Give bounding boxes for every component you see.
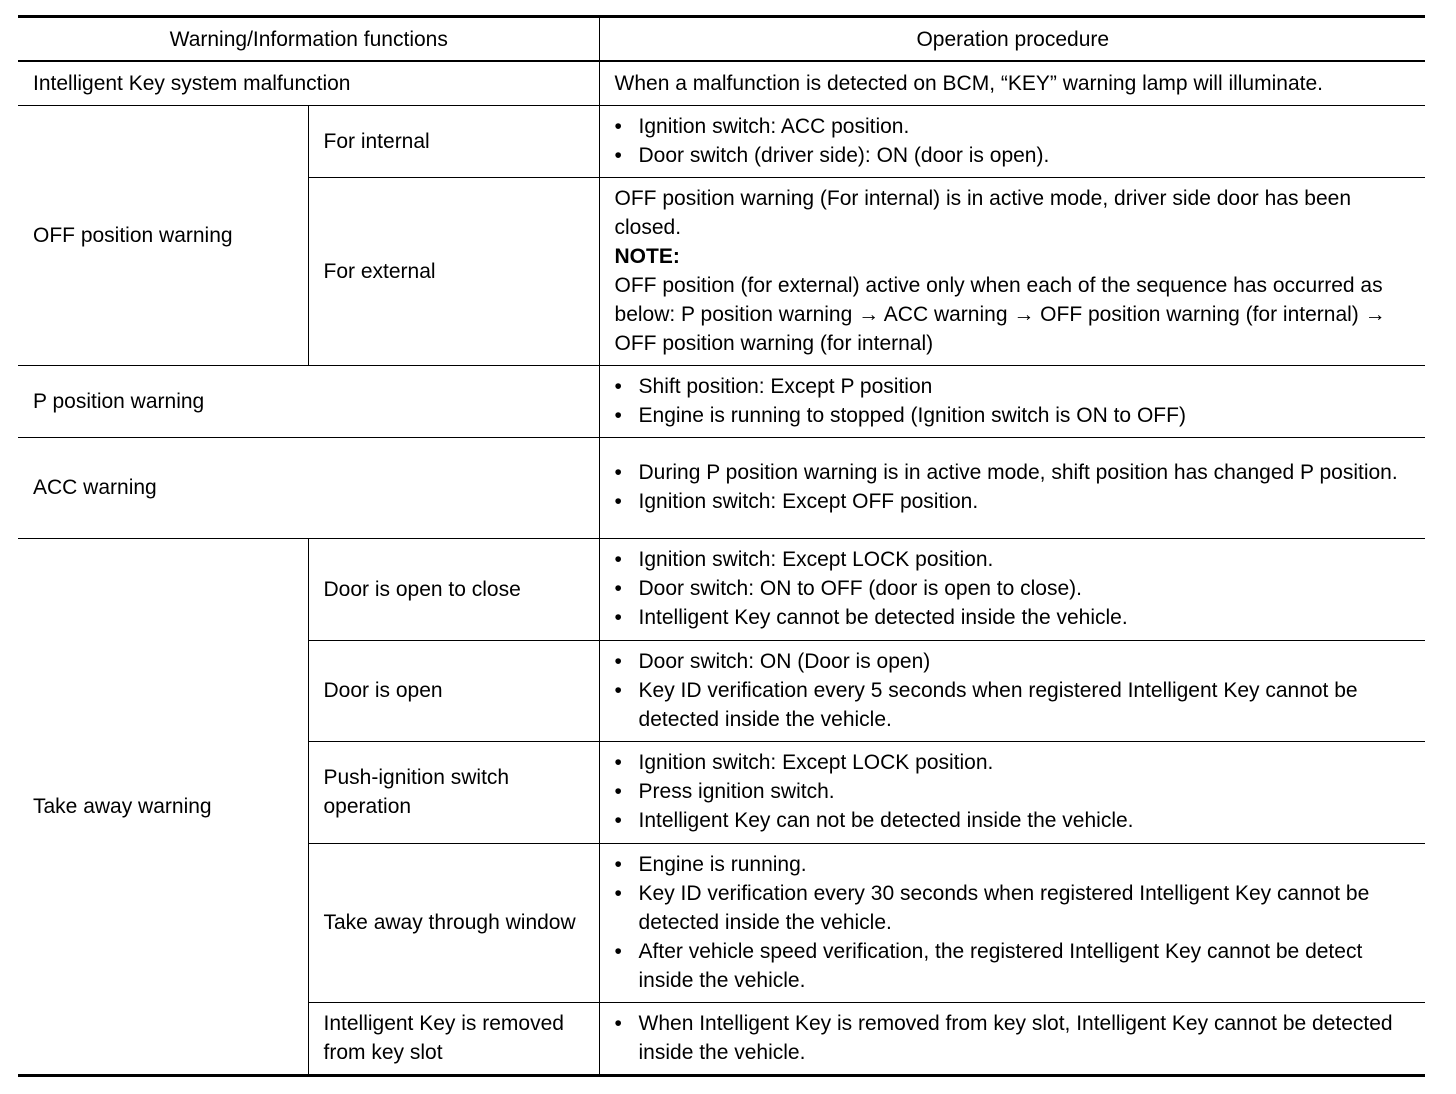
list-item-text: Key ID verification every 5 seconds when registered Intelligent Key cannot be detected inside the vehicle. (638, 678, 1358, 731)
list-item-text: Key ID verification every 30 seconds when registered Intelligent Key cannot be detected inside the vehicle. (638, 881, 1370, 934)
sub-function-cell: For internal (308, 105, 599, 177)
list-item (615, 603, 1412, 632)
note-text: OFF position (for external) active only when each of the sequence has occurred as below: P position warning → ACC warning → OFF position warning (for internal) → OFF position warning (for internal) (614, 273, 1386, 355)
sub-function-cell: Door is open (308, 640, 599, 741)
bullet-list (615, 647, 1412, 734)
list-item-text: During P position warning is in active mode, shift position has changed P position. (638, 461, 1398, 484)
procedure-cell (599, 177, 1425, 365)
bullet-icon: • (614, 490, 622, 513)
sub-function-cell: For external (308, 177, 599, 365)
sub-function-cell: Push-ignition switch operation (308, 741, 599, 843)
list-item (615, 850, 1412, 879)
list-item (615, 372, 1412, 401)
list-item (615, 1009, 1412, 1067)
list-item (615, 937, 1412, 995)
procedure-cell (599, 437, 1425, 538)
header-functions: Warning/Information functions (18, 17, 599, 62)
sub-function-cell: Intelligent Key is removed from key slot (308, 1002, 599, 1075)
table-header-row (18, 17, 1425, 62)
list-item (615, 676, 1412, 734)
procedure-text: OFF position warning (For internal) is in active mode, driver side door has been closed. (614, 186, 1352, 239)
function-cell: Take away warning (18, 538, 308, 1075)
warning-functions-table (18, 15, 1425, 1077)
bullet-icon: • (614, 1011, 622, 1035)
list-item (615, 879, 1412, 937)
bullet-icon: • (614, 678, 622, 702)
bullet-list (615, 112, 1412, 170)
list-item-text: Door switch (driver side): ON (door is open). (638, 143, 1050, 167)
table-row (18, 105, 1425, 177)
bullet-icon: • (614, 577, 622, 600)
bullet-icon: • (614, 780, 622, 803)
list-item-text: Ignition switch: Except LOCK position. (638, 548, 994, 571)
function-cell: ACC warning (18, 437, 599, 538)
list-item (615, 777, 1412, 806)
bullet-list (615, 458, 1412, 516)
table-row (18, 61, 1425, 105)
list-item-text: After vehicle speed verification, the registered Intelligent Key cannot be detect inside the vehicle. (638, 939, 1363, 992)
list-item-text: Intelligent Key can not be detected inside the vehicle. (638, 809, 1134, 832)
sub-function-cell: Door is open to close (308, 538, 599, 640)
header-procedure: Operation procedure (599, 17, 1425, 62)
bullet-icon: • (614, 374, 622, 398)
procedure-cell: When a malfunction is detected on BCM, “KEY” warning lamp will illuminate. (599, 61, 1425, 105)
list-item-text: Ignition switch: Except OFF position. (638, 490, 979, 513)
list-item (615, 458, 1412, 487)
bullet-icon: • (614, 751, 622, 774)
list-item-text: Engine is running. (638, 852, 807, 876)
table-row (18, 365, 1425, 437)
function-cell: Intelligent Key system malfunction (18, 61, 599, 105)
procedure-cell (599, 1002, 1425, 1075)
list-item-text: Intelligent Key cannot be detected inside the vehicle. (638, 606, 1128, 629)
list-item (615, 545, 1412, 574)
list-item-text: When Intelligent Key is removed from key slot, Intelligent Key cannot be detected inside the vehicle. (638, 1011, 1393, 1064)
bullet-list (615, 748, 1412, 835)
bullet-icon: • (614, 548, 622, 571)
list-item (615, 748, 1412, 777)
sub-function-cell: Take away through window (308, 843, 599, 1002)
bullet-icon: • (614, 649, 622, 673)
list-item (615, 574, 1412, 603)
list-item (615, 647, 1412, 676)
procedure-cell (599, 741, 1425, 843)
procedure-cell (599, 365, 1425, 437)
note-label: NOTE: (614, 244, 680, 268)
procedure-cell (599, 105, 1425, 177)
bullet-icon: • (614, 461, 622, 484)
procedure-cell (599, 843, 1425, 1002)
list-item-text: Press ignition switch. (638, 780, 835, 803)
list-item (615, 401, 1412, 430)
bullet-icon: • (614, 939, 622, 963)
list-item-text: Engine is running to stopped (Ignition switch is ON to OFF) (638, 403, 1186, 427)
bullet-list (615, 372, 1412, 430)
list-item-text: Ignition switch: Except LOCK position. (638, 751, 994, 774)
document-page (18, 15, 1425, 1077)
table-row (18, 538, 1425, 640)
function-cell: P position warning (18, 365, 599, 437)
bullet-list (615, 545, 1412, 632)
bullet-icon: • (614, 606, 622, 629)
procedure-cell (599, 538, 1425, 640)
bullet-icon: • (614, 403, 622, 427)
list-item-text: Shift position: Except P position (638, 374, 933, 398)
list-item (615, 806, 1412, 835)
list-item (615, 112, 1412, 141)
list-item-text: Door switch: ON (Door is open) (638, 649, 931, 673)
list-item (615, 141, 1412, 170)
bullet-list (615, 850, 1412, 995)
procedure-cell (599, 640, 1425, 741)
bullet-icon: • (614, 852, 622, 876)
list-item-text: Door switch: ON to OFF (door is open to close). (638, 577, 1082, 600)
list-item (615, 487, 1412, 516)
bullet-icon: • (614, 881, 622, 905)
bullet-icon: • (614, 114, 622, 138)
bullet-list (615, 1009, 1412, 1067)
function-cell: OFF position warning (18, 105, 308, 365)
bullet-icon: • (614, 809, 622, 832)
table-row (18, 437, 1425, 538)
bullet-icon: • (614, 143, 622, 167)
list-item-text: Ignition switch: ACC position. (638, 114, 910, 138)
